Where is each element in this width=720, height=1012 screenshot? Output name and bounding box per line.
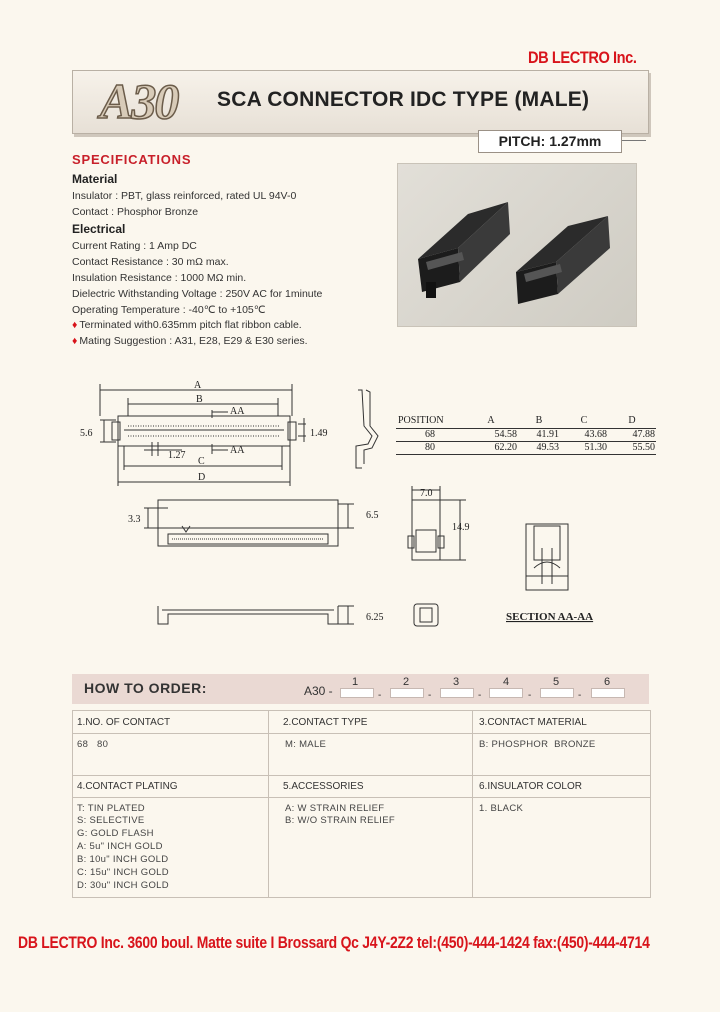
connector-left-shape: [418, 202, 510, 298]
dim-label-1-49: 1.49: [310, 428, 328, 439]
order-slot-2: [390, 688, 424, 698]
spec-note: ♦ Mating Suggestion : A31, E28, E29 & E30 series.: [72, 335, 308, 347]
order-section-title: 1.NO. OF CONTACT: [77, 717, 171, 728]
table-header-cell: A: [464, 414, 518, 429]
order-option: M: MALE: [285, 739, 327, 750]
dim-label-6-5: 6.5: [366, 510, 379, 521]
order-dash: -: [378, 690, 382, 701]
order-option: B: 10u" INCH GOLD: [77, 854, 169, 865]
table-header-row: [396, 414, 656, 429]
how-to-order-title: HOW TO ORDER:: [84, 680, 207, 696]
dim-label-3-3: 3.3: [128, 514, 141, 525]
order-slot-number: 1: [352, 676, 359, 688]
top-view-body: [118, 416, 290, 446]
model-number: A30: [100, 73, 178, 129]
order-dash: -: [478, 690, 482, 701]
spec-note: ♦ Terminated with0.635mm pitch flat ribbon cable.: [72, 319, 302, 331]
table-row: [396, 429, 656, 442]
order-section-title: 6.INSULATOR COLOR: [479, 781, 582, 792]
table-cell: 68: [396, 429, 464, 442]
order-slot-number: 4: [503, 676, 510, 688]
specifications-heading: SPECIFICATIONS: [72, 152, 192, 167]
diamond-bullet-icon: ♦: [72, 319, 78, 331]
table-header-cell: D: [608, 414, 656, 429]
dim-label-aa-bottom: AA: [230, 445, 245, 456]
brand-logo-text: DB LECTRO Inc.: [528, 48, 637, 67]
diamond-bullet-icon: ♦: [72, 335, 78, 347]
spec-line: Operating Temperature : -40℃ to +105℃: [72, 304, 266, 316]
order-option: B: W/O STRAIN RELIEF: [285, 815, 395, 826]
spec-line: Insulator : PBT, glass reinforced, rated UL 94V-0: [72, 190, 297, 202]
order-slot-number: 2: [403, 676, 410, 688]
order-code-prefix: A30 -: [304, 684, 333, 698]
table-cell: 47.88: [608, 429, 656, 442]
order-slot-number: 5: [553, 676, 560, 688]
table-header-cell: POSITION: [396, 414, 464, 429]
table-cell: 49.53: [518, 442, 560, 455]
table-cell: 41.91: [518, 429, 560, 442]
spec-line: Insulation Resistance : 1000 MΩ min.: [72, 272, 247, 284]
table-cell: 54.58: [464, 429, 518, 442]
order-option: C: 15u" INCH GOLD: [77, 867, 169, 878]
company-footer: DB LECTRO Inc. 3600 boul. Matte suite I Brossard Qc J4Y-2Z2 tel:(450)-444-1424 fax:(450)-444-4714: [18, 933, 650, 952]
order-slot-5: [540, 688, 574, 698]
order-option: G: GOLD FLASH: [77, 828, 154, 839]
order-option: D: 30u" INCH GOLD: [77, 880, 169, 891]
order-dash: -: [578, 690, 582, 701]
order-section-title: 5.ACCESSORIES: [283, 781, 364, 792]
order-section-title: 4.CONTACT PLATING: [77, 781, 178, 792]
order-slot-3: [440, 688, 474, 698]
table-header-cell: C: [560, 414, 608, 429]
dim-label-c: C: [198, 456, 205, 467]
pitch-badge: PITCH: 1.27mm: [478, 130, 622, 153]
order-slot-number: 6: [604, 676, 611, 688]
spec-line: Contact : Phosphor Bronze: [72, 206, 199, 218]
ordering-table: [72, 710, 651, 898]
spec-line: Dielectric Withstanding Voltage : 250V AC for 1minute: [72, 288, 323, 300]
dimension-table: [396, 414, 656, 455]
order-option: 1. BLACK: [479, 803, 524, 814]
dim-label-aa-top: AA: [230, 406, 245, 417]
dim-label-pitch: 1.27: [168, 450, 186, 461]
order-option: A: W STRAIN RELIEF: [285, 803, 385, 814]
dim-label-a: A: [194, 380, 202, 391]
order-slot-6: [591, 688, 625, 698]
order-option: B: PHOSPHOR BRONZE: [479, 739, 596, 750]
table-cell: 43.68: [560, 429, 608, 442]
table-cell: 55.50: [608, 442, 656, 455]
dim-label-6-25: 6.25: [366, 612, 384, 623]
table-header-cell: B: [518, 414, 560, 429]
order-option: S: SELECTIVE: [77, 815, 145, 826]
connector-photo-drawing: [398, 164, 636, 326]
dim-label-7-0: 7.0: [420, 488, 433, 499]
connector-right-shape: [516, 216, 610, 304]
dim-label-d: D: [198, 472, 206, 483]
order-option: 68 80: [77, 739, 109, 750]
order-section-title: 2.CONTACT TYPE: [283, 717, 368, 728]
pitch-rule: [618, 140, 646, 141]
order-section-title: 3.CONTACT MATERIAL: [479, 717, 587, 728]
dim-label-5-6: 5.6: [80, 428, 93, 439]
order-slot-4: [489, 688, 523, 698]
electrical-heading: Electrical: [72, 222, 126, 236]
order-option: A: 5u" INCH GOLD: [77, 841, 163, 852]
product-photo: [397, 163, 637, 327]
material-heading: Material: [72, 172, 118, 186]
order-dash: -: [428, 690, 432, 701]
spec-line: Contact Resistance : 30 mΩ max.: [72, 256, 229, 268]
table-cell: 62.20: [464, 442, 518, 455]
spec-line: Current Rating : 1 Amp DC: [72, 240, 197, 252]
order-slot-number: 3: [453, 676, 460, 688]
table-cell: 80: [396, 442, 464, 455]
table-cell: 51.30: [560, 442, 608, 455]
order-slot-1: [340, 688, 374, 698]
dim-label-b: B: [196, 394, 203, 405]
order-option: T: TIN PLATED: [77, 803, 145, 814]
section-aa-label: SECTION AA-AA: [506, 611, 594, 623]
dim-label-14-9: 14.9: [452, 522, 470, 533]
order-dash: -: [528, 690, 532, 701]
table-row: [396, 442, 656, 455]
product-title: SCA CONNECTOR IDC TYPE (MALE): [217, 88, 590, 111]
